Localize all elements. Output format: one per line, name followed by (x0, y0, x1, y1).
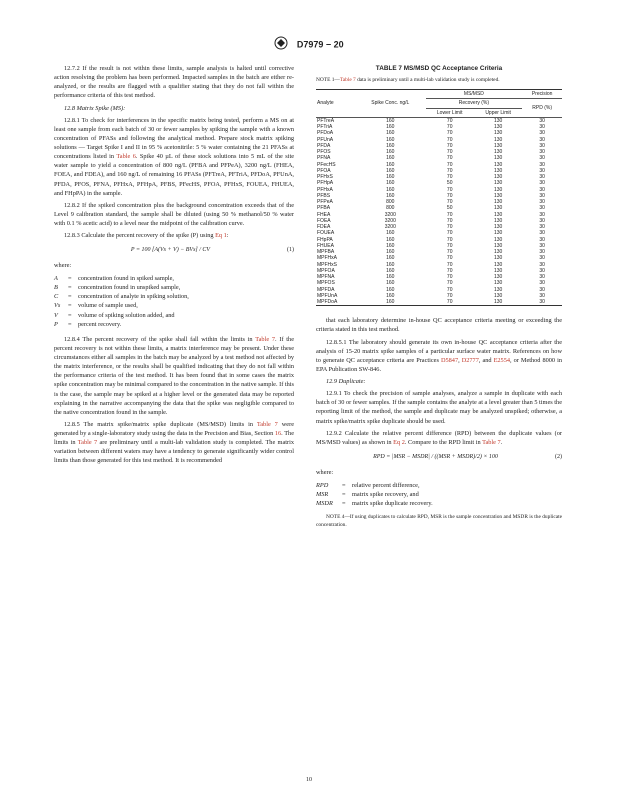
table-cell: 130 (493, 124, 503, 131)
definition-item: V = volume of spiking solution added, and (54, 311, 175, 319)
table-7-note: NOTE 1—Table 7 data is preliminary until a multi-lab validation study is completed. (316, 77, 500, 84)
definition-item: Vs = volume of sample used, (54, 302, 138, 310)
definition-item: A = concentration found in spiked sample, (54, 275, 175, 283)
equation-1 (54, 246, 294, 255)
col-spike-conc: Spike Conc. ng/L (355, 90, 425, 118)
table-cell: 160 (386, 230, 395, 237)
table-cell: 130 (493, 274, 503, 281)
table-cell: 30 (539, 161, 545, 168)
table-cell: 30 (522, 299, 562, 306)
table-cell: PFDoA (317, 130, 334, 137)
paragraph-12-8-3: 12.8.3 Calculate the percent recovery of the spike (P) using Eq 1: (64, 232, 229, 240)
definition-item: B = concentration found in unspiked sample, (54, 284, 181, 292)
table-cell: 70 (446, 136, 453, 143)
paragraph-12-7-2: 12.7.2 If the result is not within these limits, sample analysis is halted until corrective action resolving the problem has been performed. Impacted samples in the batch are either re-analyzed, or the results are flagged with a qualifier stating that they do not fall within the performance criteria of this test method. (54, 65, 294, 100)
table-cell: 70 (446, 261, 453, 268)
table-cell: 130 (493, 136, 503, 143)
table-cell: 70 (446, 230, 453, 237)
astm-logo-icon (274, 36, 288, 54)
table-cell: 70 (446, 280, 453, 287)
table-cell: 160 (386, 267, 395, 274)
table-cell: 160 (386, 255, 395, 262)
table-cell: FDEA (317, 224, 331, 231)
table-cell: 3200 (384, 217, 396, 224)
table-cell: 130 (493, 174, 503, 181)
equation-2 (316, 453, 562, 462)
table-cell: 130 (493, 236, 503, 243)
where-label: where: (316, 468, 334, 476)
table-cell: PFHxA (317, 186, 333, 193)
table-cell: PFHpA (317, 180, 334, 187)
col-recovery: Recovery (%) (426, 99, 523, 108)
table-cell: 70 (446, 192, 453, 199)
table-7-link[interactable]: Table 7 (255, 335, 276, 343)
table-cell: 160 (386, 192, 395, 199)
table-cell: PFOA (317, 167, 331, 174)
table-cell: 160 (386, 242, 395, 249)
table-cell: 160 (355, 299, 425, 306)
table-cell: MPFUnA (317, 292, 338, 299)
table-cell: 30 (539, 286, 545, 293)
table-cell: 130 (493, 242, 503, 249)
table-cell: 70 (446, 224, 453, 231)
table-cell: 30 (539, 292, 545, 299)
paragraph-12-8-2: 12.8.2 If the spiked concentration plus the background concentration exceeds that of the Level 9 calibration standard, the sample shall be diluted (using 50 % methanol/50 % water with 0.1 % acetic acid) to a level near the midpoint of the calibration curve. (54, 201, 294, 227)
table-cell: PFNA (317, 155, 331, 162)
equation-1-number: (1) (287, 247, 294, 254)
table-cell: 70 (446, 186, 453, 193)
table-cell: 30 (539, 280, 545, 287)
table-cell: 160 (386, 274, 395, 281)
table-cell: 70 (446, 292, 453, 299)
table-cell: 30 (539, 155, 545, 162)
left-column (54, 64, 294, 469)
table-7-link[interactable]: Table 7 (256, 420, 278, 428)
table-cell: 30 (539, 274, 545, 281)
table-cell: PFBS (317, 192, 331, 199)
equation-2-formula: RPD = |MSR − MSDR| / ((MSR + MSDR)/2) × 100 (373, 453, 498, 460)
table-cell: 50 (446, 205, 453, 212)
table-cell: 30 (539, 149, 545, 156)
definition-item: C = concentration of analyte in spiking solution, (54, 293, 189, 301)
table-cell: 130 (493, 180, 503, 187)
table-cell: 130 (493, 117, 503, 124)
table-cell: 70 (446, 130, 453, 137)
col-msmsd: MS/MSD (426, 90, 523, 99)
table-cell: 70 (446, 255, 453, 262)
table-cell: 130 (493, 142, 503, 149)
table-cell: 30 (539, 167, 545, 174)
col-rpd: RPD (%) (522, 99, 562, 118)
table-cell: 30 (539, 117, 545, 124)
equation-1-formula: P = 100 [A(Vs + V) − BVs] / CV (130, 247, 211, 254)
table-cell: PFPeA (317, 199, 333, 206)
heading-matrix-spike: 12.8 Matrix Spike (MS): (64, 104, 126, 112)
paragraph-12-9-2: 12.9.2 Calculate the relative percent difference (RPD) between the duplicate values (or MS/MSD values) as shown in Eq 2. Compare to the RPD limit in Table 7. (316, 429, 562, 446)
table-cell: 130 (493, 211, 503, 218)
e2554-link[interactable]: E2554 (493, 356, 511, 364)
table-cell: 30 (539, 205, 545, 212)
table-cell: 30 (539, 130, 545, 137)
table-row (316, 299, 562, 306)
table-cell: 30 (539, 261, 545, 268)
table-cell: FOUEA (317, 230, 335, 237)
table-cell: 30 (539, 136, 545, 143)
table-cell: 30 (539, 192, 545, 199)
table-cell: 160 (386, 186, 395, 193)
table-cell: 160 (386, 236, 395, 243)
table-cell: PFHxS (317, 174, 333, 181)
table-cell: PFUnA (317, 136, 334, 143)
table-cell: 130 (493, 186, 503, 193)
table-cell: 160 (386, 180, 395, 187)
table-7-link[interactable]: Table 7 (339, 77, 356, 84)
table-cell: 160 (386, 136, 395, 143)
table-cell: 30 (539, 230, 545, 237)
table-cell: 30 (539, 217, 545, 224)
qc-acceptance-table (316, 89, 562, 306)
eq-1-link[interactable]: Eq 1 (215, 232, 227, 240)
table-cell: FHpPA (317, 236, 333, 243)
table-cell: PFecHS (317, 161, 336, 168)
table-cell: 160 (386, 280, 395, 287)
table-cell: 50 (446, 180, 453, 187)
table-cell: PFOS (317, 149, 331, 156)
table-cell: 130 (493, 267, 503, 274)
table-cell: MPFDA (317, 286, 335, 293)
table-cell: 70 (446, 286, 453, 293)
table-cell: 70 (446, 124, 453, 131)
note-4: NOTE 4—If using duplicates to calculate RPD, MSR is the sample concentration and MSDR is the duplicate concentration. (316, 514, 562, 528)
table-cell: 160 (386, 286, 395, 293)
table-cell: 70 (446, 149, 453, 156)
table-cell: 70 (446, 274, 453, 281)
table-cell: 130 (493, 199, 503, 206)
where-label: where: (54, 261, 72, 269)
table-cell: 160 (386, 167, 395, 174)
table-cell: 130 (493, 249, 503, 256)
definition-item: P = percent recovery. (54, 320, 122, 328)
d5847-link[interactable]: D5847 (440, 356, 459, 364)
table-cell: 70 (426, 299, 474, 306)
standard-designation: D7979 − 20 (296, 39, 344, 50)
table-cell: MPFHxS (317, 261, 337, 268)
definitions-list-2 (316, 481, 562, 508)
table-cell: 30 (539, 224, 545, 231)
table-cell: MPFDoA (316, 299, 355, 306)
table-cell: 130 (493, 230, 503, 237)
table-cell: 30 (539, 255, 545, 262)
table-cell: 800 (386, 199, 395, 206)
paragraph-12-8-5-1: 12.8.5.1 The laboratory should generate its own in-house QC acceptance criteria after the analysis of 15-20 matrix spike samples of a particular surface water matrix. References on how to generate QC acceptance criteria are Practices D5847, D2777, and E2554, or Method 8000 in EPA Publication SW-846. (316, 338, 562, 373)
equation-2-number: (2) (555, 453, 562, 460)
paragraph-12-9-1: 12.9.1 To check the precision of sample analyses, analyze a sample in duplicate with each batch of 30 or fewer samples. If the sample contains the analyte at a level greater than 5 times the reporting limit of the method, the sample and duplicate may be analyzed unspiked; otherwise, a matrix spike/matrix spike duplicate should be used. (316, 390, 562, 425)
table-cell: 160 (386, 261, 395, 268)
table-row (316, 117, 562, 124)
paragraph-12-8-1: 12.8.1 To check for interferences in the specific matrix being tested, perform a MS on at least one sample from each batch of 30 or fewer samples by spiking the sample with a known concentration of PFASs and following the analytical method. Prepare stock matrix spiking solutions — Target Spike I and II in 95 % acetonitrile: 5 % water containing the 21 PFASs at concentrations listed in Table 6. Spike 40 µL of these stock solutions into 5 mL of the site water sample to yield a concentration of 800 ng/L (PFBA and PFPeA), 3200 ng/L (FHEA, FOEA, and FDEA), and 160 ng/L of remaining 16 PFASs (PFTreA, PFTriA, PFDoA, PFUnA, PFDA, PFOS, PFNA, PFHxA, PFHpA, PFBS, PFecHS, PFOA, PFHxS, FOUEA, FHUEA, and FHpPA) in the sample. (54, 116, 295, 197)
table-cell: 30 (539, 180, 545, 187)
table-cell: 160 (386, 117, 395, 124)
table-cell: 70 (446, 142, 453, 149)
table-cell: 70 (446, 161, 453, 168)
table-cell: 160 (386, 292, 395, 299)
table-cell: 130 (493, 261, 503, 268)
table-7-link[interactable]: Table 7 (482, 438, 501, 446)
table-cell: 70 (446, 242, 453, 249)
table-cell: 130 (474, 299, 522, 306)
table-cell: 30 (539, 249, 545, 256)
col-upper-limit: Upper Limit (474, 108, 522, 117)
page-number: 10 (306, 777, 312, 783)
table-cell: 160 (386, 174, 395, 181)
table-cell: FOEA (317, 217, 331, 224)
table-cell: 130 (493, 167, 503, 174)
table-cell: PFBA (317, 205, 331, 212)
table-cell: 70 (446, 174, 453, 181)
table-cell: 130 (493, 192, 503, 199)
table-cell: FHEA (317, 211, 331, 218)
heading-duplicate: 12.9 Duplicate: (326, 378, 366, 386)
table-cell: 160 (386, 124, 395, 131)
table-cell: 160 (386, 161, 395, 168)
table-cell: MPFOA (317, 267, 335, 274)
d2777-link[interactable]: D2777 (461, 356, 479, 364)
table-cell: 3200 (384, 211, 396, 218)
table-cell: 30 (539, 142, 545, 149)
table-cell: FHUEA (317, 242, 334, 249)
table-cell: PFTriA (317, 124, 333, 131)
paragraph-12-8-5: 12.8.5 The matrix spike/matrix spike duplicate (MS/MSD) limits in Table 7 were generated by a single-laboratory study using the data in the Precision and Bias, Section 16. The limits in Table 7 are preliminary until a multi-lab validation study is completed. The matrix variation between different waters may have a tendency to generate significantly wider control limits than those generated for this test method. It is recommended (54, 420, 294, 465)
table-cell: 70 (446, 211, 453, 218)
table-cell: 130 (493, 130, 503, 137)
table-cell: 30 (539, 199, 545, 206)
table-cell: 70 (446, 249, 453, 256)
table-cell: 130 (493, 286, 503, 293)
col-precision: Precision (522, 90, 562, 99)
table-cell: 130 (493, 255, 503, 262)
table-cell: 70 (446, 167, 453, 174)
table-cell: 70 (446, 236, 453, 243)
table-cell: 3200 (384, 224, 396, 231)
col-lower-limit: Lower Limit (426, 108, 474, 117)
table-cell: 30 (539, 242, 545, 249)
table-cell: 800 (386, 205, 395, 212)
table-cell: 130 (493, 292, 503, 299)
table-cell: 160 (386, 155, 395, 162)
table-cell: 30 (539, 236, 545, 243)
table-cell: 130 (493, 280, 503, 287)
table-cell: 70 (446, 155, 453, 162)
table-6-link[interactable]: Table 6 (116, 153, 136, 161)
table-cell: 70 (446, 267, 453, 274)
right-column (316, 64, 562, 533)
table-7-link[interactable]: Table 7 (77, 439, 98, 447)
table-cell: PFDA (317, 142, 331, 149)
table-cell: 30 (539, 186, 545, 193)
table-cell: MPFBA (317, 249, 335, 256)
page-header (0, 36, 618, 54)
table-cell: 30 (539, 211, 545, 218)
table-cell: 70 (446, 117, 453, 124)
table-cell: 130 (493, 224, 503, 231)
table-cell: 70 (446, 217, 453, 224)
definition-item: RPD = relative percent difference, (316, 481, 420, 489)
table-cell: 130 (493, 161, 503, 168)
table-cell: 30 (539, 174, 545, 181)
table-cell: 30 (539, 124, 545, 131)
table-cell: PFTreA (317, 117, 335, 124)
paragraph-continued: that each laboratory determine in-house QC acceptance criteria meeting or exceeding the criteria stated in this test method. (316, 317, 562, 334)
col-analyte: Analyte (316, 90, 355, 118)
table-cell: 160 (386, 130, 395, 137)
table-cell: 130 (493, 217, 503, 224)
table-cell: 130 (493, 205, 503, 212)
table-cell: 30 (539, 267, 545, 274)
eq-2-link[interactable]: Eq 2 (393, 438, 405, 446)
table-cell: 160 (386, 149, 395, 156)
table-cell: 160 (386, 249, 395, 256)
table-7-title: TABLE 7 MS/MSD QC Acceptance Criteria (375, 65, 503, 72)
section-16-link[interactable]: 16 (274, 430, 282, 438)
table-cell: MPFNA (317, 274, 335, 281)
definitions-list-1 (54, 274, 294, 329)
table-cell: 130 (493, 149, 503, 156)
paragraph-12-8-4: 12.8.4 The percent recovery of the spike shall fall within the limits in Table 7. If the percent recovery is not within these limits, a matrix interference may be present. Under these circumstances either all samples in the batch may be analyzed by a test method not affected by the matrix interference, or the results shall be qualified indicating that they do not fall within the performance criteria of the test method. It has been found that in some cases the matrix spike concentration may be minimal compared to the concentration in the native sample. If this is the case, the sample may be spiked at a higher level or the generated data may be reported explaining in the narrative accompanying the data that the spike was negligible compared to the native concentration found in the sample. (54, 335, 295, 416)
table-cell: 130 (493, 155, 503, 162)
table-cell: 70 (446, 199, 453, 206)
table-cell: 160 (386, 142, 395, 149)
table-cell: MPFOS (317, 280, 335, 287)
table-cell: MPFHxA (317, 255, 337, 262)
definition-item: MSR = matrix spike recovery, and (316, 490, 419, 498)
definition-item: MSDR = matrix spike duplicate recovery. (316, 500, 433, 508)
